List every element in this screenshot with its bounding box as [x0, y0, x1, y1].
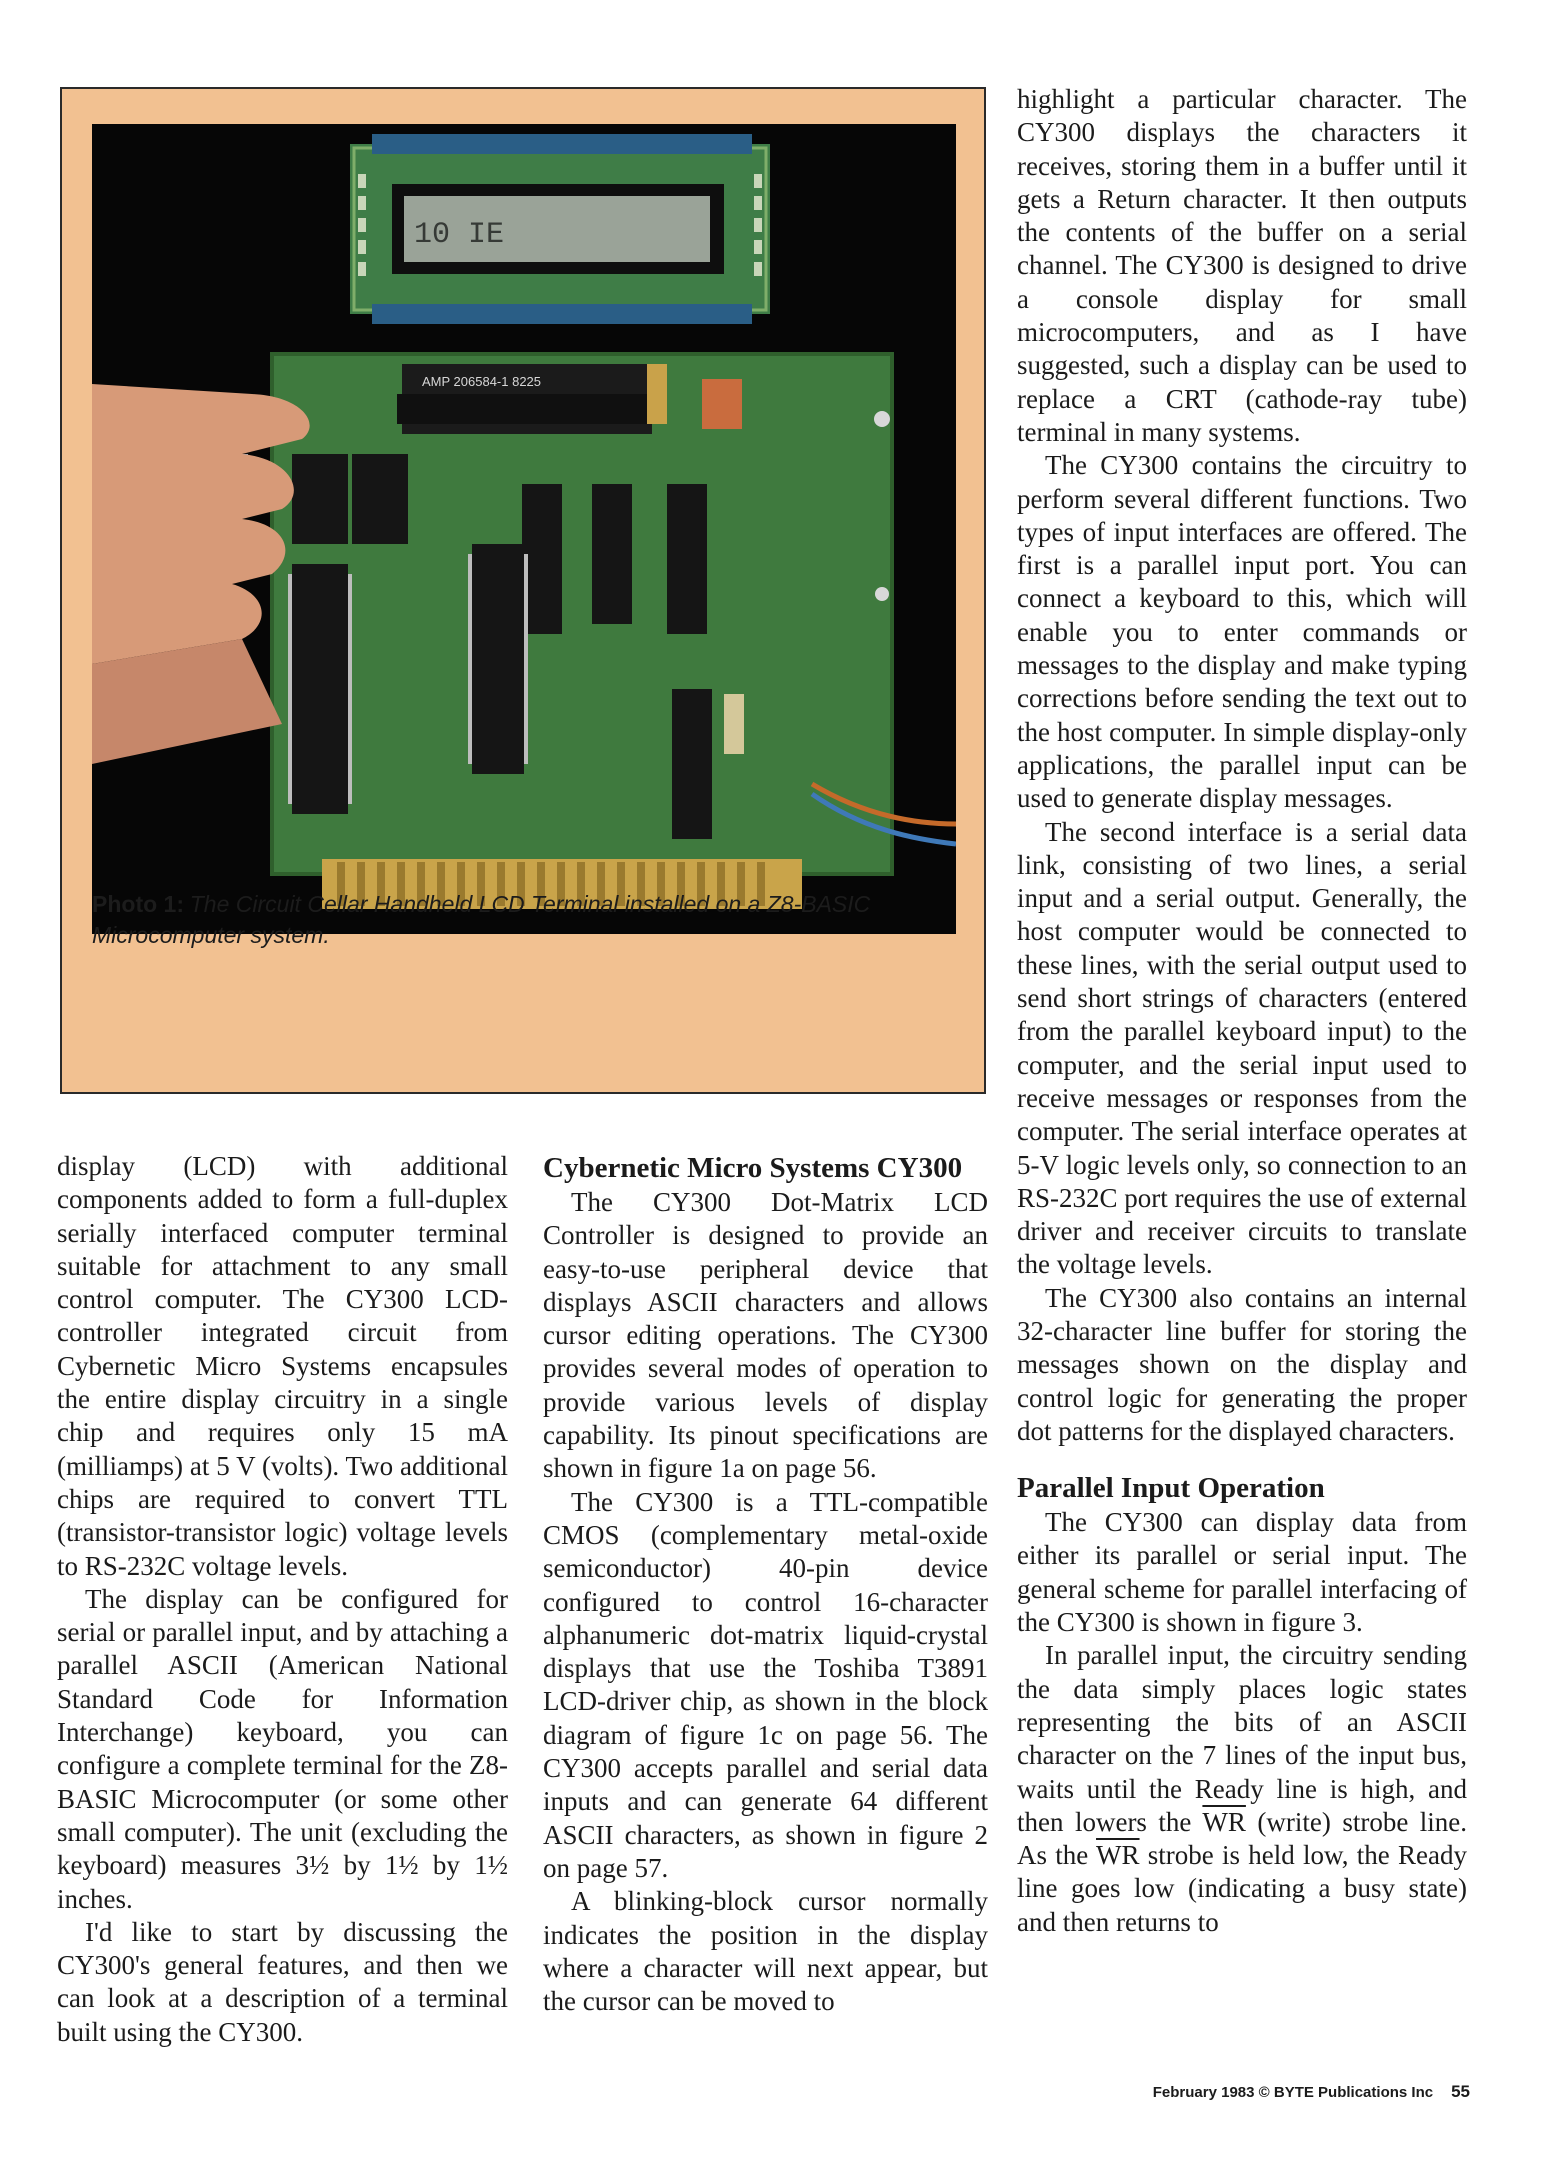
paragraph: The CY300 also contains an internal 32-character line buffer for storing the messages shown on the display and control logic for generating the proper dot patterns for the displayed characters.: [1017, 1282, 1467, 1446]
paragraph: display (LCD) with additional components added to form a full-duplex serially interfaced computer terminal suitable for attachment to any small control computer. The CY300 LCD-controller integrated circuit from Cybernetic Micro Systems encapsules the entire display circuitry in a single chip and requires only 15 mA (milliamps) at 5 V (volts). Two additional chips are required to convert TTL (transistor-transistor logic) voltage levels to RS-232C voltage levels.: [57, 1151, 508, 1581]
paragraph: highlight a particular character. The CY300 displays the characters it receives, storing them in a buffer until it gets a Return character. It then outputs the contents of the buffer on a serial channel. The CY300 is designed to drive a console display for small microcomputers, and as I have suggested, such a display can be used to replace a CRT (cathode-ray tube) terminal in many systems.: [1017, 84, 1467, 447]
paragraph: [1017, 1639, 1467, 1939]
section-heading: Cybernetic Micro Systems CY300: [543, 1152, 963, 1184]
footer-text: February 1983 © BYTE Publications Inc: [1152, 2084, 1434, 2101]
paragraph: The CY300 contains the circuitry to perform several different functions. Two types of input interfaces are offered. The first is a parallel input port. You can connect a keyboard to this, which will enable you to enter commands or messages to the display and make typing corrections before sending the text out to the host computer. In simple display-only applications, the parallel input can be used to generate display messages.: [1017, 450, 1467, 814]
paragraph: A blinking-block cursor normally indicates the position in the display where a character will next appear, but the cursor can be moved to: [543, 1886, 988, 2017]
text-run: In parallel input, the circuitry sending the data simply places logic states representing the bits of an ASCII character on the 7 lines of the input bus, waits until the Ready line is high, and then lowers the: [1017, 1640, 1467, 1837]
photo-caption: [92, 889, 962, 951]
column-1: [57, 1150, 508, 2049]
photo-circuit-board: [92, 124, 956, 934]
section-heading: Parallel Input Operation: [1017, 1472, 1325, 1505]
wr-signal: $\overline{WR}$: [1202, 1806, 1246, 1837]
page-footer: [1120, 2082, 1470, 2102]
column-2: [543, 1150, 988, 2018]
text-run: (write) strobe line. As the: [1017, 1806, 1468, 1871]
caption-label: Photo 1:: [92, 891, 184, 917]
text-run: strobe is held low, the Ready line goes low (indicating a busy state) and then returns to: [1017, 1840, 1468, 1937]
paragraph: The CY300 is a TTL-compatible CMOS (complementary metal-oxide semiconductor) 40-pin device configured to control 16-character alphanumeric dot-matrix liquid-crystal displays that use the Toshiba T3891 LCD-driver chip, as shown in the block diagram of figure 1c on page 56. The CY300 accepts parallel and serial data inputs and can generate 64 different ASCII characters, as shown in figure 2 on page 57.: [543, 1486, 988, 1883]
caption-text: The Circuit Cellar Handheld LCD Terminal installed on a Z8-BASIC Microcomputer system.: [92, 891, 871, 948]
circuit-board-illustration: [92, 124, 956, 934]
paragraph: The CY300 can display data from either its parallel or serial input. The general scheme for parallel interfacing of the CY300 is shown in figure 3.: [1017, 1507, 1467, 1638]
column-3: [1017, 83, 1467, 1939]
wr-signal: $\overline{WR}$: [1096, 1840, 1140, 1871]
connector-label: AMP 206584-1 8225: [422, 374, 542, 389]
paragraph: The CY300 Dot-Matrix LCD Controller is designed to provide an easy-to-use peripheral device that displays ASCII characters and allows cursor editing operations. The CY300 provides several modes of operation to provide various levels of display capability. Its pinout specifications are shown in figure 1a on page 56.: [543, 1187, 988, 1484]
paragraph: I'd like to start by discussing the CY300's general features, and then we can look at a description of a terminal built using the CY300.: [57, 1916, 508, 2047]
paragraph: The second interface is a serial data link, consisting of two lines, a serial input and a serial output. Generally, the host computer would be connected to these lines, with the serial output used to send short strings of characters (entered from the parallel keyboard input) to the computer, and the serial input used to receive messages or responses from the computer. The serial interface operates at 5-V logic levels only, so connection to an RS-232C port requires the use of external driver and receiver circuits to translate the voltage levels.: [1017, 816, 1467, 1280]
photo-figure: [60, 87, 986, 1094]
paragraph: The display can be configured for serial or parallel input, and by attaching a parallel ASCII (American National Standard Code for Information Interchange) keyboard, you can configure a complete terminal for the Z8-BASIC Microcomputer (or some other small computer). The unit (excluding the keyboard) measures 3½ by 1½ by 1½ inches.: [57, 1583, 508, 1914]
lcd-text: 10 IE: [414, 218, 505, 252]
page-number: 55: [1451, 2082, 1470, 2101]
